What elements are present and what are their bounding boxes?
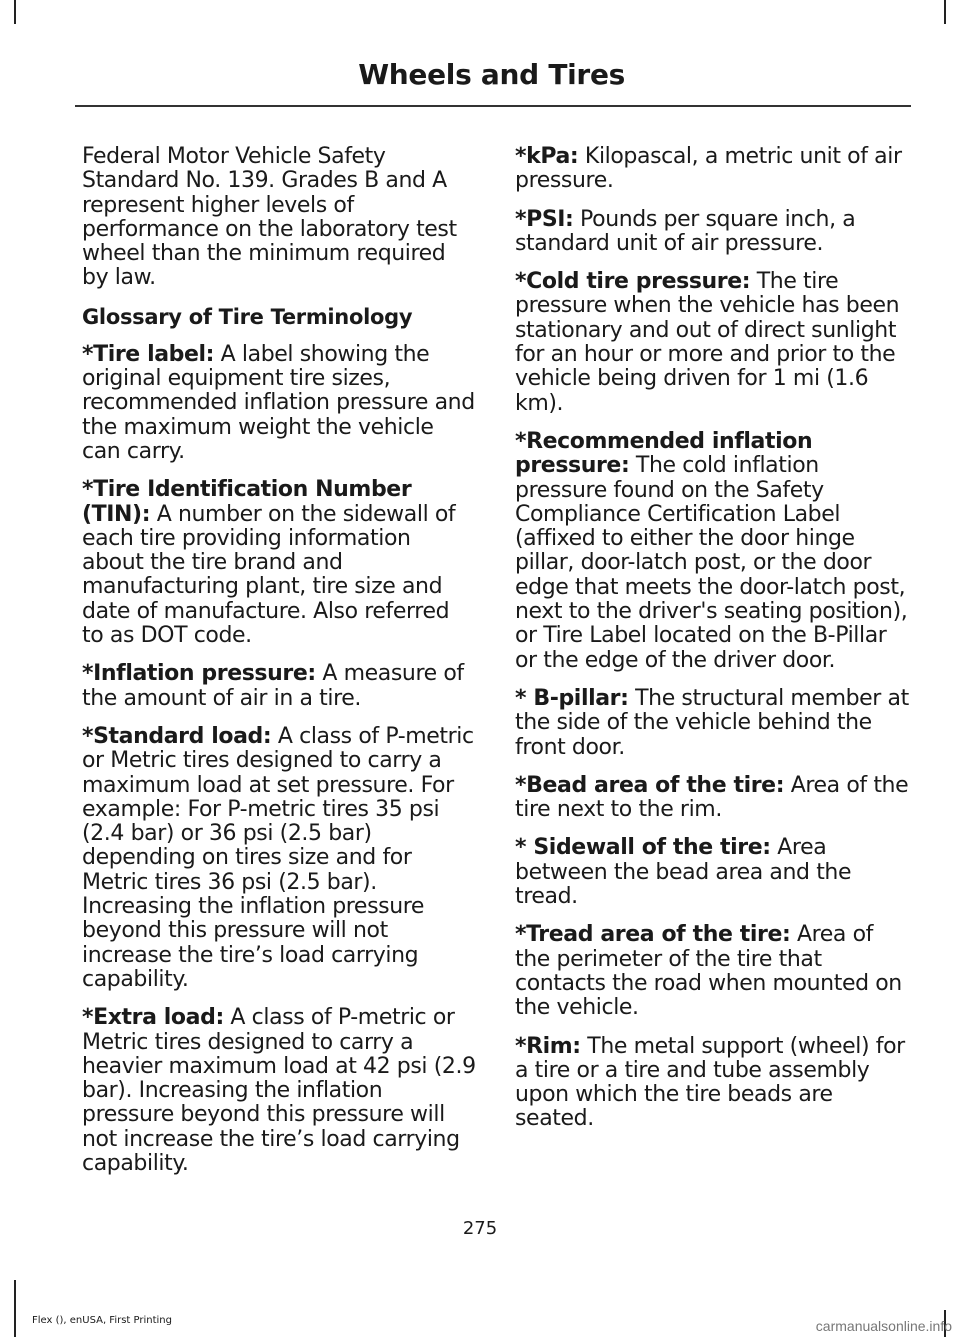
term: *Tire label: [82,341,215,367]
term: * Sidewall of the tire: [515,835,771,861]
glossary-entry-tread-area [515,923,910,1020]
term: *kPa: [515,144,579,169]
glossary-entry-bead-area [515,774,910,823]
term: * B-pillar: [515,685,629,711]
page-title: Wheels and Tires [358,58,625,91]
definition: The cold inflation pressure found on the Safety Compliance Certification Label (affixed to either the door hinge pillar, door-latch post, or the door edge that meets the door-latch post, next to the driver's seating position), or Tire Label located on the B-Pillar or the edge of the driver door. [515,453,908,673]
glossary-entry-kpa [515,145,910,194]
page-number: 275 [462,1218,498,1239]
glossary-entry-tire-label [82,343,477,464]
definition: Kilopascal, a metric unit of air pressure. [515,144,902,194]
glossary-entry-rim [515,1035,910,1132]
term: *PSI: [515,206,574,232]
glossary-entry-sidewall [515,836,910,909]
glossary-entry-recommended-inflation [515,430,910,673]
glossary-heading: Glossary of Tire Terminology [82,304,413,329]
glossary-entry-extra-load [82,1006,477,1176]
crop-mark-top-right [944,0,946,24]
header-divider [75,105,911,107]
definition: Area between the bead area and the tread. [515,835,852,910]
definition: A number on the sidewall of each tire providing information about the tire brand and manufacturing plant, tire size and date of manufacture. Also referred to as DOT code. [82,501,456,649]
edition-footer: Flex (), enUSA, First Printing [32,1315,172,1326]
definition: A class of P-metric or Metric tires designed to carry a maximum load at set pressure. For example: For P-metric tires 35 psi (2.4 bar) or 36 psi (2.5 bar) depending on tires size and for Metric tires 36 psi (2.5 bar). Increasing the inflation pressure beyond this pressure will not increase the tire’s load carrying capability. [82,723,474,992]
definition: Area of the tire next to the rim. [515,772,909,823]
glossary-entry-b-pillar [515,687,910,760]
term: *Tire Identification Number (TIN): [82,477,412,527]
crop-mark-bottom-left [14,1280,16,1337]
term: *Standard load: [82,723,272,749]
term: *Bead area of the tire: [515,772,785,798]
term: *Recommended inflation pressure: [515,428,813,479]
definition: A measure of the amount of air in a tire. [82,661,464,711]
glossary-entry-standard-load [82,725,477,992]
glossary-entry-cold-tire-pressure [515,270,910,416]
intro-paragraph: Federal Motor Vehicle Safety Standard No. 139. Grades B and A represent higher levels of performance on the laboratory test wheel than the minimum required by law. [82,144,457,291]
definition: The metal support (wheel) for a tire or a tire and tube assembly upon which the tire beads are seated. [515,1033,905,1132]
term: *Cold tire pressure: [515,269,751,295]
definition: A class of P-metric or Metric tires designed to carry a heavier maximum load at 42 psi (2.9 bar). Increasing the inflation pressure beyond this pressure will not increase the tire’s load carrying capability. [82,1005,476,1176]
left-column [82,145,477,1190]
definition: The tire pressure when the vehicle has been stationary and out of direct sunlight for an hour or more and prior to the vehicle being driven for 1 mi (1.6 km). [515,269,900,416]
right-column [515,145,910,1146]
watermark: carmanualsonline.info [815,1318,952,1334]
definition: The structural member at the side of the vehicle behind the front door. [515,685,909,760]
glossary-entry-psi [515,208,910,257]
definition: A label showing the original equipment tire sizes, recommended inflation pressure and the maximum weight the vehicle can carry. [82,341,475,464]
term: *Inflation pressure: [82,661,316,687]
definition: Pounds per square inch, a standard unit of air pressure. [515,206,856,256]
definition: Area of the perimeter of the tire that contacts the road when mounted on the vehicle. [515,922,902,1021]
term: *Rim: [515,1033,581,1059]
crop-mark-top-left [14,0,16,24]
glossary-entry-tin [82,478,477,648]
term: *Extra load: [82,1005,224,1031]
term: *Tread area of the tire: [515,922,791,948]
glossary-entry-inflation-pressure [82,662,477,711]
